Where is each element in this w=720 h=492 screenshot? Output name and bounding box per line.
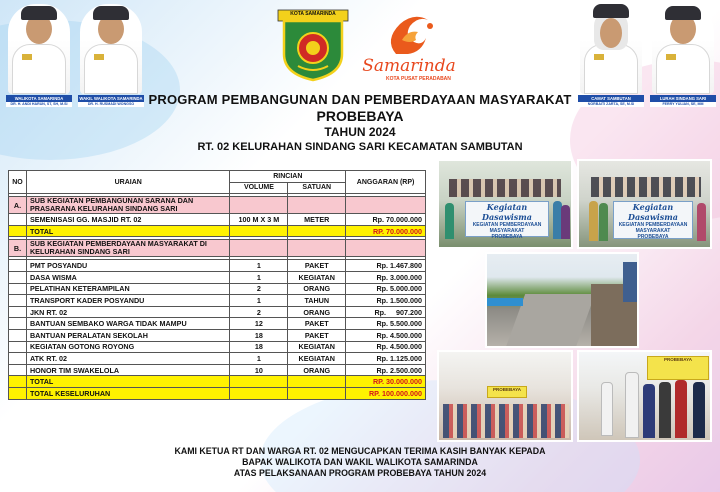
- event-banner: PROBEBAYA: [647, 356, 709, 380]
- row-satuan: ORANG: [288, 306, 346, 318]
- row-volume: 10: [230, 364, 288, 376]
- official-photo: [8, 4, 70, 94]
- table-row: [9, 271, 426, 283]
- row-volume: 1: [230, 271, 288, 283]
- row-volume: 18: [230, 341, 288, 353]
- total-label: TOTAL: [26, 225, 230, 237]
- photo-school-supplies-group: [437, 350, 573, 442]
- header-rincian: RINCIAN: [230, 171, 346, 183]
- row-volume: 1: [230, 295, 288, 307]
- banner-small: KEGIATAN PEMBERDAYAAN MASYARAKAT: [472, 222, 542, 234]
- row-volume: 1: [230, 260, 288, 272]
- row-volume: 2: [230, 283, 288, 295]
- event-banner: [465, 201, 549, 240]
- official-photo: [80, 4, 142, 94]
- official-title: WALIKOTA SAMARINDA: [6, 95, 72, 102]
- table-row: [9, 364, 426, 376]
- section-a-total: [9, 225, 426, 237]
- row-satuan: PAKET: [288, 260, 346, 272]
- row-satuan: KEGIATAN: [288, 341, 346, 353]
- row-uraian: PMT POSYANDU: [26, 260, 230, 272]
- footer-line: ATAS PELAKSANAAN PROGRAM PROBEBAYA TAHUN 2024: [233, 468, 487, 478]
- section-b-header: [9, 240, 426, 257]
- program-title: PROGRAM PEMBANGUNAN DAN PEMBERDAYAAN MASYARAKAT: [148, 92, 572, 107]
- row-uraian: SEMENISASI GG. MASJID RT. 02: [26, 214, 230, 226]
- row-anggaran: Rp. 3.000.000: [346, 271, 426, 283]
- table-row: [9, 306, 426, 318]
- table-row: [9, 329, 426, 341]
- row-uraian: ATK RT. 02: [26, 353, 230, 365]
- table-row: [9, 283, 426, 295]
- row-anggaran: Rp. 5.500.000: [346, 318, 426, 330]
- header-satuan: SATUAN: [288, 182, 346, 194]
- official-title: WAKIL WALIKOTA SAMARINDA: [79, 96, 143, 101]
- section-title: SUB KEGIATAN PEMBERDAYAAN MASYARAKAT DI KELURAHAN SINDANG SARI: [26, 240, 230, 257]
- row-satuan: KEGIATAN: [288, 271, 346, 283]
- banner-small: KEGIATAN PEMBERDAYAAN MASYARAKAT: [618, 222, 688, 234]
- official-title: LURAH SINDANG SARI: [650, 95, 716, 102]
- row-anggaran: Rp. 1.500.000: [346, 295, 426, 307]
- budget-table: [8, 170, 426, 400]
- row-anggaran: Rp. 5.000.000: [346, 283, 426, 295]
- row-volume: 18: [230, 329, 288, 341]
- footer-line: KAMI KETUA RT DAN WARGA RT. 02 MENGUCAPKAN TERIMA KASIH BANYAK KEPADA: [174, 446, 546, 456]
- city-emblem-logo: [276, 8, 350, 82]
- official-photo: [652, 4, 714, 94]
- table-row: [9, 341, 426, 353]
- grand-total-label: TOTAL KESELURUHAN: [26, 387, 230, 399]
- brand-script: Samarinda: [362, 56, 456, 76]
- title-block: [0, 92, 720, 153]
- photo-aid-handover: [577, 350, 712, 442]
- table-row: [9, 260, 426, 272]
- header-anggaran: ANGGARAN (RP): [346, 171, 426, 194]
- table-row: [9, 295, 426, 307]
- photo-road-cementing: [485, 252, 639, 348]
- row-satuan: KEGIATAN: [288, 353, 346, 365]
- official-name: NORBAITI ZARTA, SE, M.SI: [578, 102, 644, 107]
- row-uraian: TRANSPORT KADER POSYANDU: [26, 295, 230, 307]
- official-photo: [580, 4, 642, 94]
- row-uraian: PELATIHAN KETERAMPILAN: [26, 283, 230, 295]
- total-value: RP. 70.000.000: [346, 225, 426, 237]
- section-b-total: [9, 376, 426, 388]
- total-label: TOTAL: [26, 376, 230, 388]
- row-volume: 2: [230, 306, 288, 318]
- footer-line: BAPAK WALIKOTA DAN WAKIL WALIKOTA SAMARINDA: [242, 457, 478, 467]
- section-title: SUB KEGIATAN PEMBANGUNAN SARANA DAN PRASARANA KELURAHAN SINDANG SARI: [26, 197, 230, 214]
- total-value: RP. 30.000.000: [346, 376, 426, 388]
- official-name: DR. H. RUSMADI WONGSO: [78, 102, 144, 107]
- row-anggaran: Rp. 907.200: [346, 306, 426, 318]
- photo-dasawisma-group-2: [577, 159, 712, 249]
- brand-tagline: KOTA PUSAT PERADABAN: [386, 76, 451, 82]
- row-satuan: TAHUN: [288, 295, 346, 307]
- row-satuan: METER: [288, 214, 346, 226]
- banner-text: PROBEBAYA: [637, 234, 669, 240]
- grand-total-value: RP. 100.000.000: [346, 387, 426, 399]
- official-name: DR. H. ANDI HARUN, ST, SH, M.SI: [6, 102, 72, 107]
- program-year: TAHUN 2024: [324, 125, 396, 139]
- photo-dasawisma-group-1: [437, 159, 573, 249]
- grand-total: [9, 387, 426, 399]
- thank-you-message: [0, 446, 720, 479]
- city-emblem-text: KOTA SAMARINDA: [290, 11, 336, 17]
- row-uraian: BANTUAN PERALATAN SEKOLAH: [26, 329, 230, 341]
- row-satuan: ORANG: [288, 364, 346, 376]
- row-uraian: JKN RT. 02: [26, 306, 230, 318]
- row-anggaran: Rp. 4.500.000: [346, 329, 426, 341]
- row-satuan: PAKET: [288, 329, 346, 341]
- official-name: FERRY YULIAN, SE, MM: [650, 102, 716, 107]
- section-a-header: [9, 197, 426, 214]
- row-satuan: ORANG: [288, 283, 346, 295]
- row-anggaran: Rp. 1.125.000: [346, 353, 426, 365]
- section-number: B.: [9, 240, 27, 257]
- header-no: NO: [9, 171, 27, 194]
- header-volume: VOLUME: [230, 182, 288, 194]
- official-title: CAMAT SAMBUTAN: [578, 95, 644, 102]
- banner-script: Kegiatan Dasawisma: [628, 202, 678, 222]
- table-row: [9, 214, 426, 226]
- row-satuan: PAKET: [288, 318, 346, 330]
- row-anggaran: Rp. 1.467.800: [346, 260, 426, 272]
- header-uraian: URAIAN: [26, 171, 230, 194]
- samarinda-brand-logo: [356, 10, 462, 84]
- row-volume: 100 M X 3 M: [230, 214, 288, 226]
- program-name: PROBEBAYA: [316, 108, 404, 124]
- row-anggaran: Rp. 2.500.000: [346, 364, 426, 376]
- event-banner: PROBEBAYA: [487, 386, 527, 398]
- table-row: [9, 353, 426, 365]
- row-anggaran: Rp. 4.500.000: [346, 341, 426, 353]
- event-banner: [613, 201, 693, 239]
- section-number: A.: [9, 197, 27, 214]
- row-anggaran: Rp. 70.000.000: [346, 214, 426, 226]
- row-uraian: DASA WISMA: [26, 271, 230, 283]
- row-uraian: KEGIATAN GOTONG ROYONG: [26, 341, 230, 353]
- table-row: [9, 318, 426, 330]
- banner-script: Kegiatan Dasawisma: [482, 202, 532, 222]
- row-volume: 1: [230, 353, 288, 365]
- program-location: RT. 02 KELURAHAN SINDANG SARI KECAMATAN SAMBUTAN: [197, 141, 523, 153]
- row-uraian: HONOR TIM SWAKELOLA: [26, 364, 230, 376]
- row-volume: 12: [230, 318, 288, 330]
- row-uraian: BANTUAN SEMBAKO WARGA TIDAK MAMPU: [26, 318, 230, 330]
- banner-text: PROBEBAYA: [491, 234, 523, 240]
